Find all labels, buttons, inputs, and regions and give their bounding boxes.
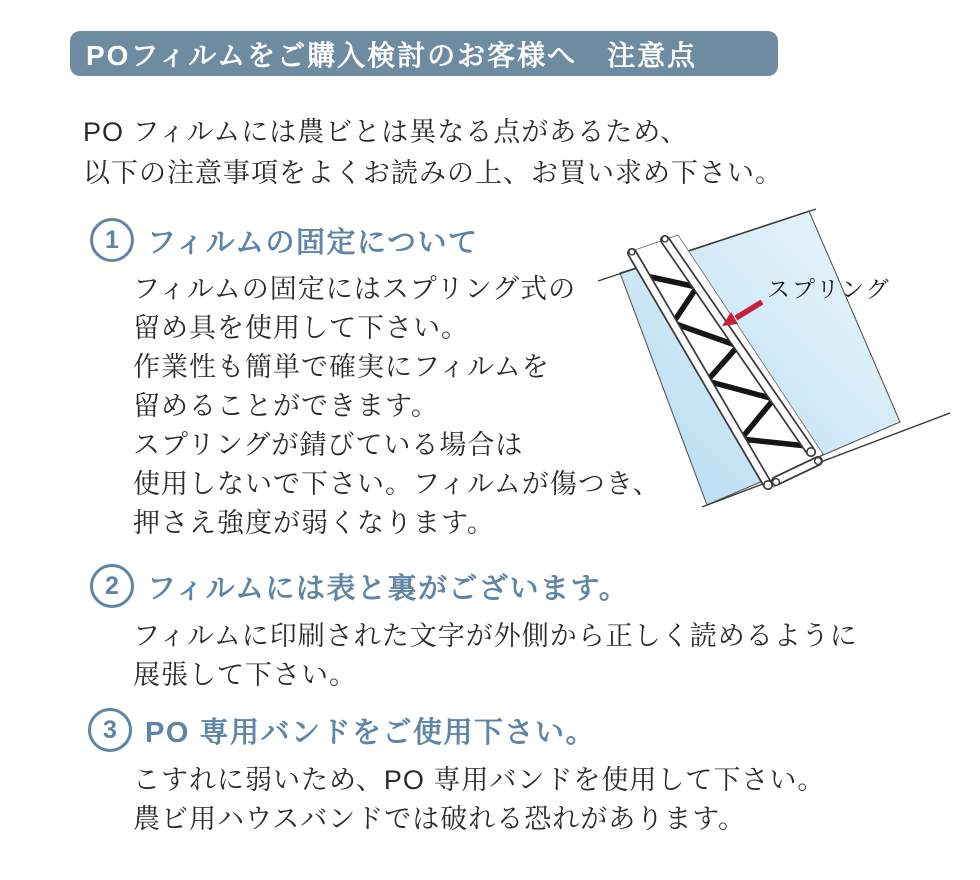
spring-label: スプリング [767, 276, 891, 302]
section-2-heading-row [90, 564, 629, 608]
rail-end-cap [629, 249, 635, 255]
body-line: 留め具を使用して下さい。 [133, 313, 469, 343]
page-title-text: POフィルムをご購入検討のお客様へ 注意点 [86, 39, 698, 71]
body-line: 作業性も簡単で確実にフィルムを [133, 352, 550, 382]
spring-fastener-illustration [590, 193, 950, 525]
section-3-heading-row [88, 708, 596, 752]
body-line: 展張して下さい。 [133, 660, 357, 690]
flap-curl-end [773, 479, 780, 486]
section-3-number-badge: 3 [88, 708, 132, 752]
body-line: 押さえ強度が弱くなります。 [133, 508, 495, 538]
section-1-number-badge: 1 [90, 218, 134, 262]
rail-curl-end [764, 481, 772, 489]
body-line: 留めることができます。 [133, 391, 439, 421]
flap-curl-end [815, 458, 822, 465]
section-2-heading: フィルムには表と裏がございます。 [147, 572, 630, 605]
rail-end-cap [662, 236, 668, 242]
body-line: スプリングが錆びている場合は [133, 430, 524, 460]
intro-paragraph [83, 112, 783, 194]
body-line: フィルムに印刷された文字が外側から正しく読めるように [133, 621, 858, 651]
section-2-body [133, 617, 858, 695]
body-line: こすれに弱いため、PO 専用バンドを使用して下さい。 [133, 765, 826, 795]
rail-curl-end [807, 448, 815, 456]
section-1-heading: フィルムの固定について [147, 226, 479, 259]
section-2-number-badge: 2 [90, 564, 134, 608]
body-line: フィルムの固定にはスプリング式の [133, 274, 577, 304]
section-3-heading: PO 専用バンドをご使用下さい。 [145, 716, 596, 749]
body-line: 使用しないで下さい。フィルムが傷つき、 [133, 469, 661, 499]
section-1-body [133, 270, 661, 543]
body-line: 農ビ用ハウスバンドでは破れる恐れがあります。 [133, 804, 747, 834]
intro-line: PO フィルムには農ビとは異なる点があるため、 [83, 117, 689, 147]
section-3-body [133, 761, 825, 839]
page-title [70, 31, 778, 76]
intro-line: 以下の注意事項をよくお読みの上、お買い求め下さい。 [83, 158, 783, 188]
section-1-heading-row [90, 218, 478, 262]
